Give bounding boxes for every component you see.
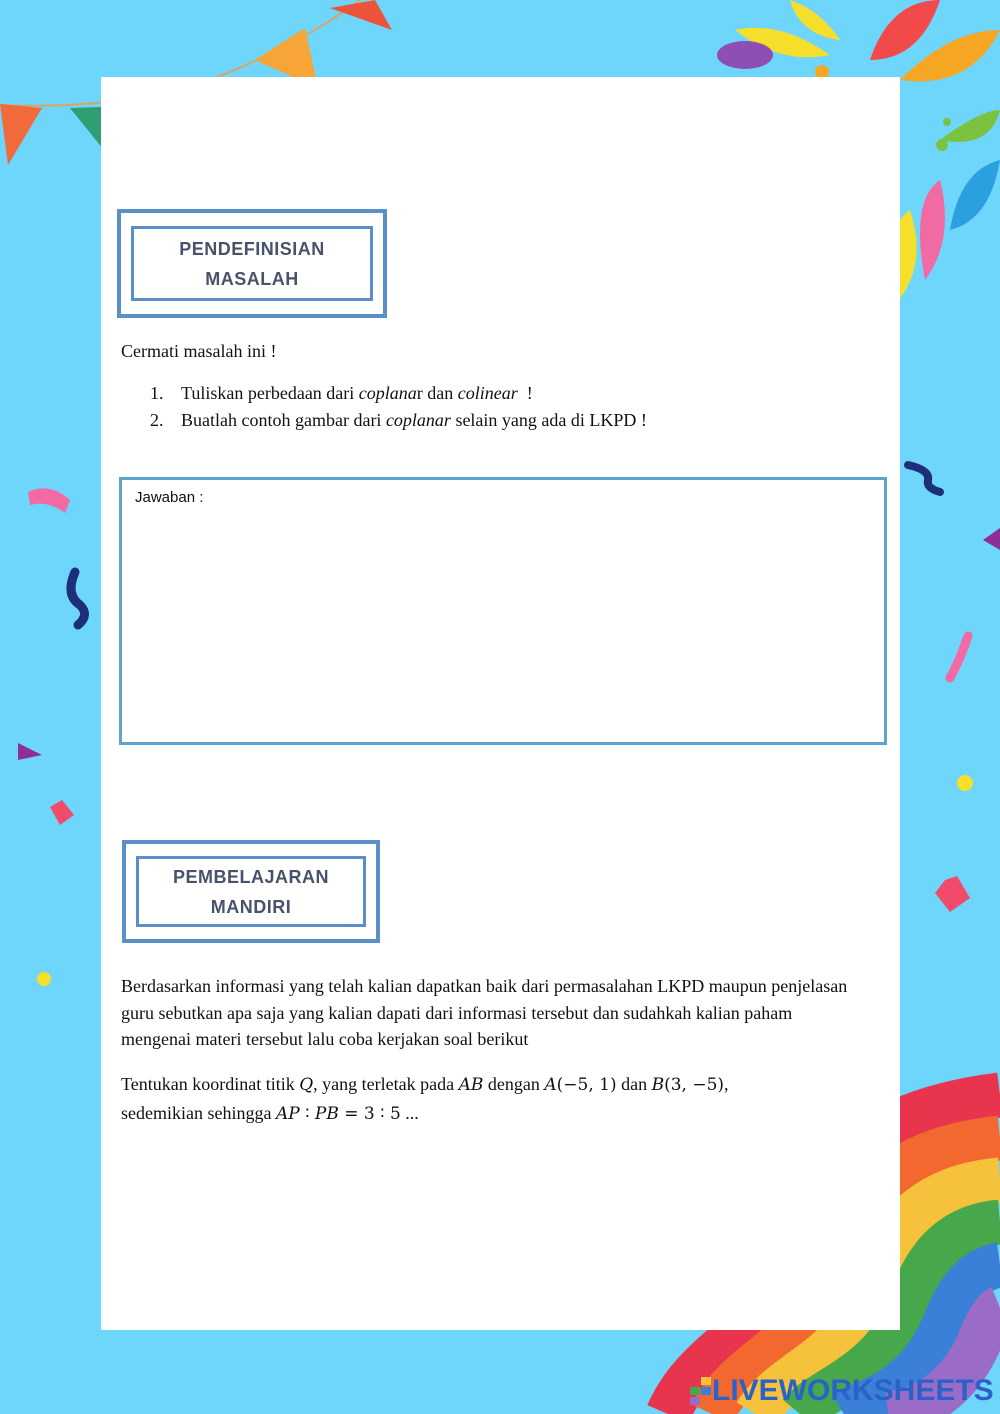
heading-inner-frame: [136, 856, 366, 927]
heading-line-1: PEMBELAJARAN: [172, 866, 329, 887]
liveworksheets-logo-icon: [690, 1377, 712, 1405]
answer-textbox[interactable]: [119, 477, 887, 745]
liveworksheets-logo: [690, 1374, 994, 1408]
list-number: 2.: [150, 410, 164, 430]
task-text: Tuliskan perbedaan dari coplanar dan colinear !: [181, 383, 533, 403]
answer-label: Jawaban :: [135, 489, 204, 506]
list-item: [150, 407, 647, 434]
question-paragraph: Tentukan koordinat titik Q, yang terletak pada AB dengan A(−5, 1) dan B(3, −5), sedemikian sehingga AP ∶ PB = 3 ∶ 5 ...: [121, 1074, 729, 1124]
list-number: 1.: [150, 383, 164, 403]
intro-text: Cermati masalah ini !: [121, 341, 277, 361]
heading-line-2: MASALAH: [205, 268, 299, 289]
problem-definition-heading: [117, 209, 387, 318]
heading-inner-frame: [131, 226, 373, 301]
task-list: [150, 380, 647, 434]
heading-line-1: PENDEFINISIAN: [179, 238, 325, 259]
brand-name: LIVEWORKSHEETS: [712, 1374, 994, 1407]
instruction-paragraph: Berdasarkan informasi yang telah kalian dapatkan baik dari permasalahan LKPD maupun penjelasan guru sebutkan apa saja yang kalian dapati dari informasi tersebut dan sudahkah kalian paham mengenai materi tersebut lalu coba kerjakan soal berikut: [121, 976, 848, 1049]
list-item: [150, 380, 647, 407]
heading-line-2: MANDIRI: [210, 896, 292, 917]
task-text: Buatlah contoh gambar dari coplanar selain yang ada di LKPD !: [181, 410, 647, 430]
independent-learning-heading: [122, 840, 380, 943]
